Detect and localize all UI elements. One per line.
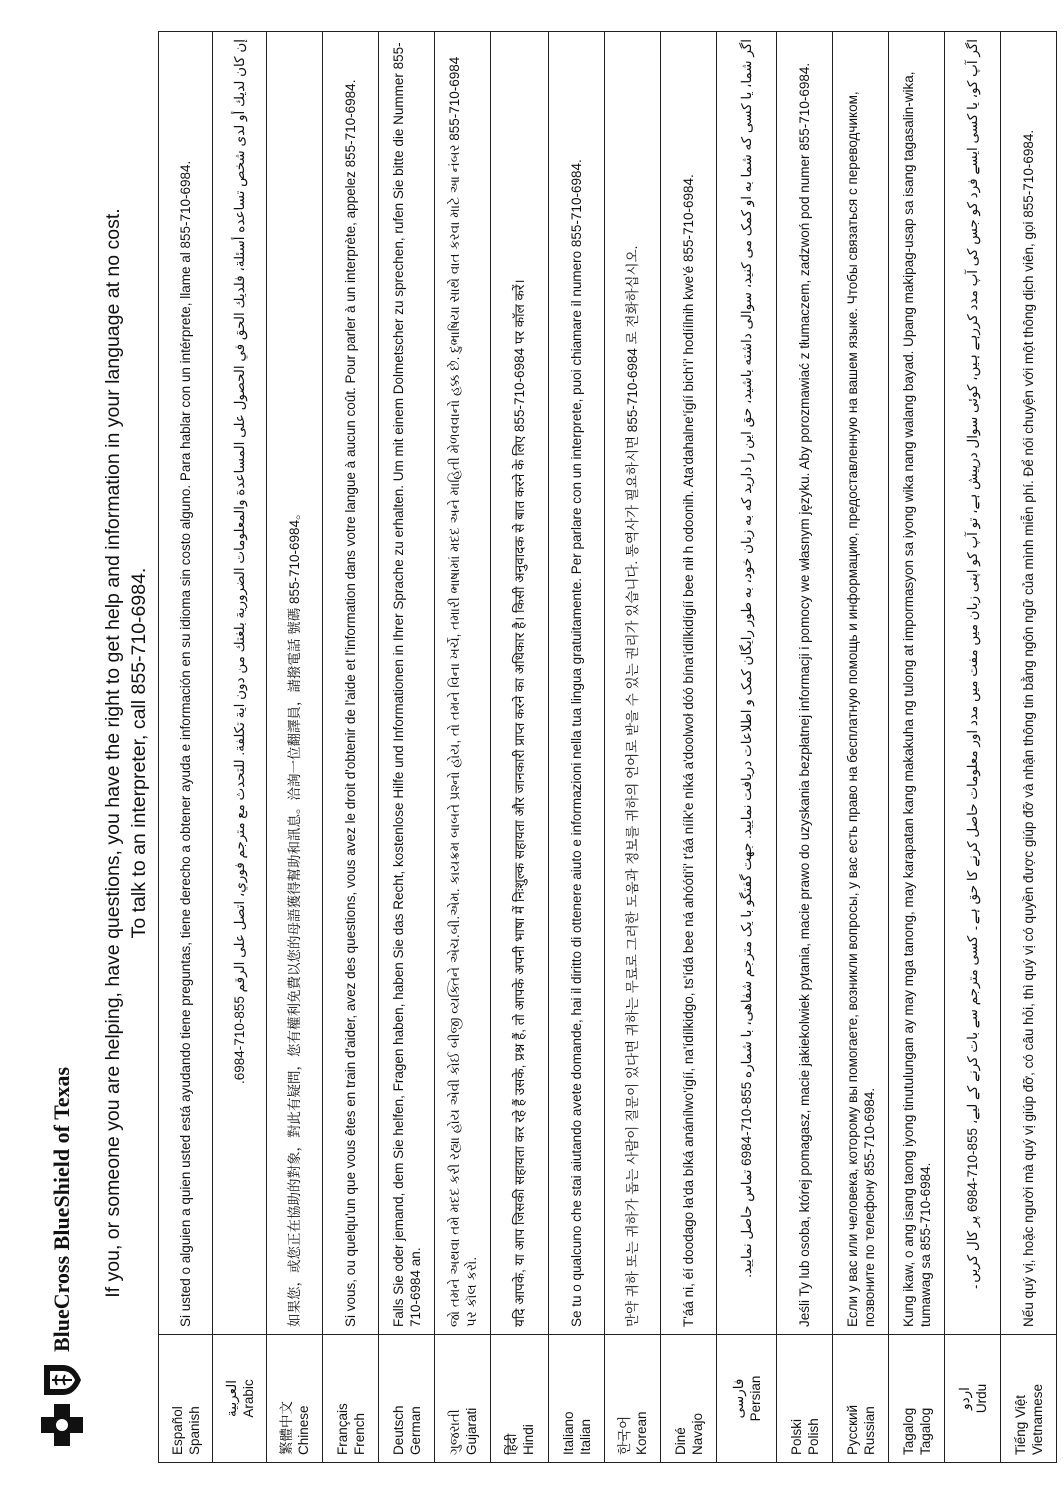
language-name-cell — [213, 1335, 267, 1463]
language-name-cell — [1001, 1335, 1057, 1463]
table-row — [213, 32, 267, 1463]
language-notice-text: જો તમને અથવા તમે મદદ કરી રહ્યા હોય એવી કોઈ બીજી વ્યક્તિને એચ.બી.એમ. કાયક્રમ બાબતે પ્રશ્નો હોય, તો તમને વિના ખર્ચે, તમારી ભાષામાં મદદ અને માહિતી મેળવવાનો હક્ક છે. દુભાષિયા સાથે વાત કરવા માટે આ નંબર 855-710-6984 પર કૉલ કરો. — [446, 56, 479, 1327]
language-native-name: Español — [169, 1406, 185, 1455]
language-name-cell — [379, 1335, 435, 1463]
language-english-name: Russian — [861, 1406, 877, 1455]
table-row — [889, 32, 945, 1463]
language-native-name: Italiano — [560, 1411, 576, 1455]
language-assistance-table — [158, 31, 1057, 1463]
language-notice-cell — [213, 32, 267, 1335]
language-name-cell — [833, 1335, 889, 1463]
language-notice-text: اگر شما، یا کسی که شما به او کمک می کنید، سوالی داشته باشید، حق این را دارید که به زبان خود، به طور رایگان کمک و اطلاعات دریافت نمایید. جهت گفتگو با یک مترجم شفاهی، با شماره 855-710-6984 تماس حاصل نمایید. — [739, 39, 754, 1278]
language-notice-cell — [661, 32, 717, 1335]
language-english-name: Hindi — [520, 1424, 536, 1455]
intro-text — [100, 103, 152, 1403]
language-name-cell — [605, 1335, 661, 1463]
language-notice-cell — [945, 32, 1001, 1335]
table-row — [605, 32, 661, 1463]
language-native-name: Deutsch — [390, 1405, 406, 1455]
language-name-cell — [323, 1335, 379, 1463]
language-name-cell — [777, 1335, 833, 1463]
language-notice-cell — [159, 32, 213, 1335]
language-notice-cell — [1001, 32, 1057, 1335]
language-native-name: Tagalog — [900, 1407, 916, 1455]
language-english-name: Persian — [747, 1375, 763, 1422]
language-notice-text: 如果您，或您正在協助的對象，對此有疑問，您有權利免費以您的母語獲得幫助和訊息。洽詢一位翻譯員，請撥電話 號碼 855-710-6984。 — [287, 506, 302, 1327]
language-name-cell — [491, 1335, 549, 1463]
language-english-name: Urdu — [973, 1383, 989, 1414]
language-native-name: हिंदी — [503, 1433, 519, 1455]
language-notice-text: Kung ikaw, o ang isang taong iyong tinutulungan ay may mga tanong, may karapatan kang makakuha ng tulong at impormasyon sa iyong wika nang walang bayad. Upang makipag-usap sa isang tagasalin-wika, tumawag sa 855-710-6984. — [900, 71, 933, 1327]
language-notice-cell — [777, 32, 833, 1335]
table-row — [1001, 32, 1057, 1463]
table-row — [945, 32, 1001, 1463]
language-english-name: Spanish — [186, 1406, 202, 1455]
language-notice-cell — [717, 32, 777, 1335]
language-notice-cell — [435, 32, 491, 1335]
language-notice-text: اگر آپ کو، یا کسی ایسے فرد کو جس کی آپ مدد کررہے ہیں، کوئی سوال درپیش ہے، تو آپ کو اپنی زبان میں مفت میں مدد اور معلومات حاصل کرنے کا حق ہے۔ کسی مترجم سے بات کرنے کے لیے، 855-710-6984 پر کال کریں۔ — [965, 39, 980, 1291]
language-native-name: Polski — [788, 1418, 804, 1455]
language-english-name: Gujarati — [463, 1407, 479, 1455]
language-english-name: Arabic — [240, 1379, 256, 1418]
language-notice-text: Если у вас или человека, которому вы помогаете, возникли вопросы, у вас есть право на бесплатную помощь и информацию, предоставленную на вашем языке. Чтобы связаться с переводчиком, позвоните по телефону 855-710-6984. — [844, 91, 877, 1327]
language-native-name: Diné — [672, 1427, 688, 1455]
language-notice-text: Falls Sie oder jemand, dem Sie helfen, Fragen haben, haben Sie das Recht, kostenlose Hilfe und Informationen in Ihrer Sprache zu erhalten. Um mit einem Dolmetscher zu sprechen, rufen Sie bitte die Nummer 855-710-6984 an. — [390, 42, 423, 1327]
shield-logo-icon — [41, 1362, 83, 1398]
language-native-name: Tiếng Việt — [1012, 1394, 1028, 1455]
language-notice-text: T'áá ni, éí doodago ła'da bíká anánílwo'ígíí, na'ídílkidgo, ts'ídá bee ná ahóóti'i' t'áá níík'e níká a'doolwoł dóó bína'ídílkidígíí bee nił h odoonih. Ata'dahalne'ígíí bich'i' hodíílnih kwe'é 855-710-6984. — [681, 174, 696, 1327]
intro-line-2: To talk to an interpreter, call 855-710-6984. — [128, 567, 150, 939]
language-notice-cell — [889, 32, 945, 1335]
language-english-name: Vietnamese — [1029, 1383, 1045, 1455]
table-row — [777, 32, 833, 1463]
language-english-name: Navajo — [689, 1412, 705, 1455]
language-notice-text: यदि आपके, या आप जिसकी सहायता कर रहे हैं उसके, प्रश्न हैं, तो आपके अपनी भाषा में निःशुल्क सहायता और जानकारी प्राप्त करने का अधिकार है। किसी अनुवादक से बात करने के लिए 855-710-6984 पर कॉल करें। — [512, 279, 527, 1327]
table-row — [267, 32, 323, 1463]
language-native-name: Русский — [844, 1404, 860, 1455]
language-notice-text: Se tu o qualcuno che stai aiutando avete domande, hai il diritto di ottenere aiuto e informazioni nella tua lingua gratuitamente. Per parlare con un interprete, puoi chiamare il numero 855-710-6984. — [569, 159, 584, 1327]
table-row — [491, 32, 549, 1463]
table-row — [717, 32, 777, 1463]
language-english-name: Chinese — [295, 1405, 311, 1455]
language-name-cell — [159, 1335, 213, 1463]
language-notice-cell — [605, 32, 661, 1335]
language-english-name: Polish — [805, 1418, 821, 1455]
language-notice-text: Jeśli Ty lub osoba, której pomagasz, macie jakiekolwiek pytania, macie prawo do uzyskania bezpłatnej informacji i pomocy we własnym języku. Aby porozmawiać z tłumaczem, zadzwoń pod numer 855-710-6984. — [797, 62, 812, 1327]
language-notice-text: Nếu quý vị, hoặc người mà quý vị giúp đỡ, có câu hỏi, thì quý vị có quyền được giúp đỡ và nhận thông tin bằng ngôn ngữ của mình miễn phí. Để nói chuyện với một thông dịch viên, gọi 855-710-6984. — [1021, 129, 1036, 1327]
language-native-name: 繁體中文 — [278, 1401, 294, 1455]
language-notice-cell — [833, 32, 889, 1335]
intro-line-1: If you, or someone you are helping, have questions, you have the right to get help and information in your language at no cost. — [102, 208, 124, 1298]
table-row — [435, 32, 491, 1463]
language-native-name: فارسی — [730, 1378, 746, 1419]
language-english-name: French — [351, 1412, 367, 1455]
table-row — [833, 32, 889, 1463]
language-english-name: Tagalog — [917, 1407, 933, 1455]
language-notice-cell — [379, 32, 435, 1335]
language-notice-cell — [323, 32, 379, 1335]
language-name-cell — [661, 1335, 717, 1463]
language-native-name: 한국어 — [616, 1415, 632, 1455]
language-notice-text: إن كان لديك أو لدى شخص تساعده أسئلة، فلديك الحق في الحصول على المساعدة والمعلومات الضرورية بلغتك من دون اية تكلفة. للتحدث مع مترجم فوري، اتصل على الرقم 855-710-6984. — [232, 39, 247, 1084]
cross-logo-icon — [41, 1404, 83, 1446]
brand-header — [32, 1067, 92, 1446]
language-name-cell — [267, 1335, 323, 1463]
language-name-cell — [435, 1335, 491, 1463]
brand-name: BlueCross BlueShield of Texas — [49, 1066, 74, 1352]
language-notice-text: Si usted o alguien a quien usted está ayudando tiene preguntas, tiene derecho a obtener ayuda e información en su idioma sin costo alguno. Para hablar con un intérprete, llame al 855-710-6984. — [178, 160, 193, 1327]
language-notice-cell — [491, 32, 549, 1335]
table-row — [159, 32, 213, 1463]
language-notice-cell — [267, 32, 323, 1335]
language-english-name: Korean — [633, 1411, 649, 1455]
language-native-name: ગુજરાતી — [446, 1409, 462, 1455]
table-row — [323, 32, 379, 1463]
language-english-name: German — [407, 1406, 423, 1455]
table-row — [549, 32, 605, 1463]
language-native-name: العربية — [223, 1380, 239, 1417]
language-name-cell — [717, 1335, 777, 1463]
language-name-cell — [945, 1335, 1001, 1463]
language-native-name: اردو — [956, 1387, 972, 1410]
language-native-name: Français — [334, 1403, 350, 1455]
language-name-cell — [549, 1335, 605, 1463]
table-row — [379, 32, 435, 1463]
table-row — [661, 32, 717, 1463]
language-notice-text: 만약 귀하 또는 귀하가 돕는 사람이 질문이 있다면 귀하는 무료로 그러한 도움과 정보를 귀하의 언어로 받을 수 있는 권리가 있습니다. 통역사가 필요하시면 855-710-6984 로 전화하십시오. — [625, 245, 640, 1327]
language-notice-text: Si vous, ou quelqu'un que vous êtes en train d'aider, avez des questions, vous avez le droit d'obtenir de l'aide et l'information dans votre langue à aucun coût. Pour parler à un interprète, appelez 855-710-6984. — [343, 79, 358, 1327]
language-notice-cell — [549, 32, 605, 1335]
language-english-name: Italian — [577, 1418, 593, 1455]
language-name-cell — [889, 1335, 945, 1463]
